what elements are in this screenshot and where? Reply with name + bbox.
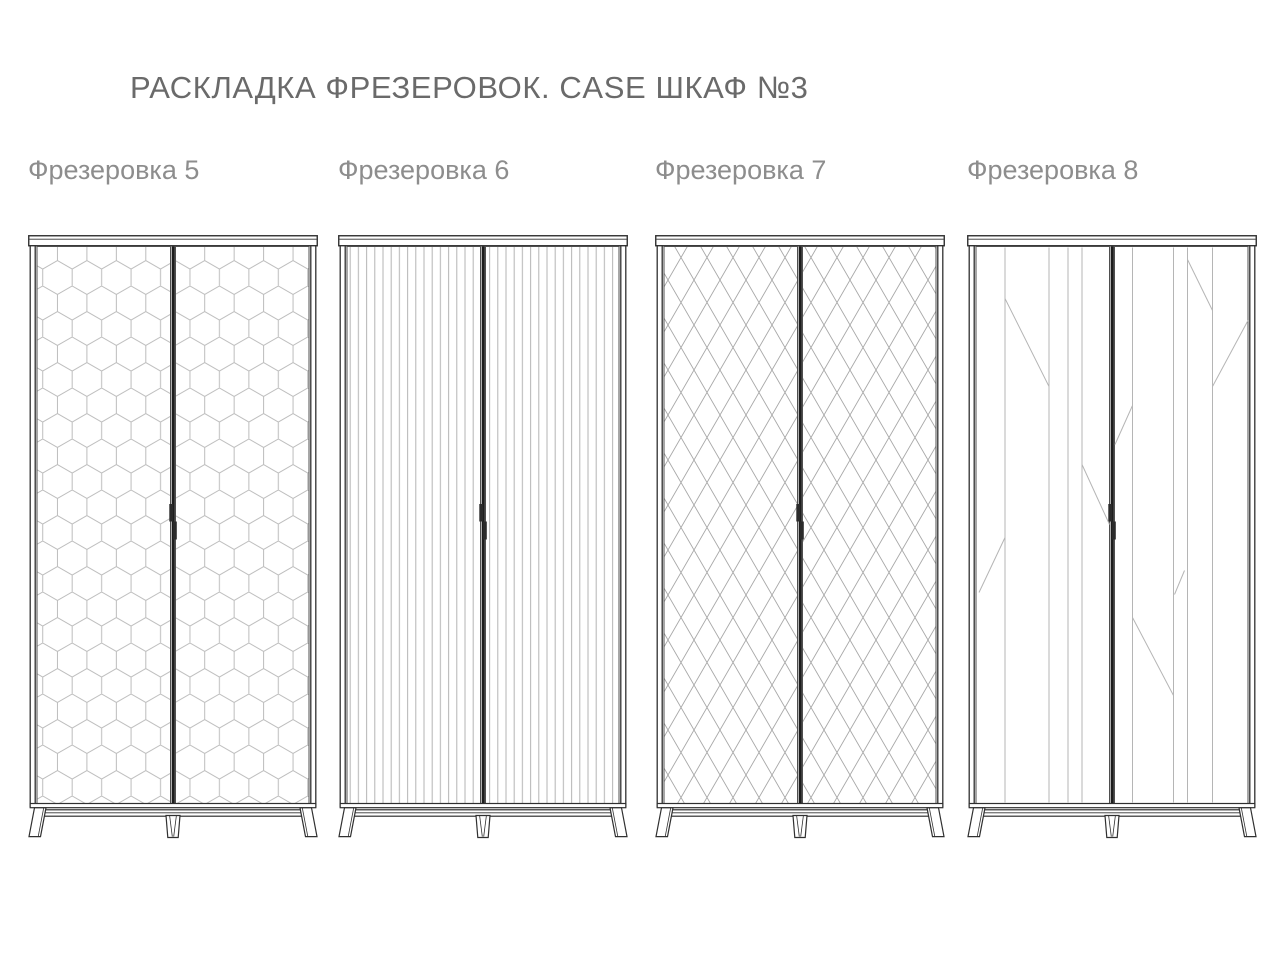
door-left <box>976 247 1110 804</box>
leg-center <box>166 816 180 838</box>
door-right <box>176 247 310 804</box>
door-right <box>803 247 937 804</box>
leg-center <box>1105 816 1119 838</box>
handle-left-door <box>1108 504 1112 522</box>
leg-right <box>610 808 627 837</box>
cornice <box>968 236 1257 246</box>
cabinet-label: Фрезеровка 7 <box>655 155 827 185</box>
cabinet-drawing <box>967 235 1257 839</box>
cornice <box>656 236 945 246</box>
cabinet-label: Фрезеровка 5 <box>28 155 200 185</box>
cabinet-label: Фрезеровка 8 <box>967 155 1139 185</box>
handle-left-door <box>796 504 800 522</box>
handle-right-door <box>483 522 487 540</box>
leg-left <box>29 808 46 837</box>
leg-center <box>476 816 490 838</box>
cabinet-panel-1 <box>28 153 318 839</box>
door-left <box>37 247 171 804</box>
leg-left <box>339 808 356 837</box>
handle-right-door <box>800 522 804 540</box>
cabinet-panel-2 <box>338 153 628 839</box>
cabinet-panel-4 <box>967 153 1257 839</box>
leg-right <box>1239 808 1256 837</box>
side-panel-right <box>1250 246 1255 807</box>
side-panel-right <box>311 246 316 807</box>
cabinet-drawing <box>655 235 945 839</box>
base-band <box>657 804 943 808</box>
leg-center <box>793 816 807 838</box>
leg-right <box>300 808 317 837</box>
cabinet-drawing <box>28 235 318 839</box>
cabinet-drawing <box>338 235 628 839</box>
base-band <box>340 804 626 808</box>
leg-right <box>927 808 944 837</box>
leg-left <box>656 808 673 837</box>
door-right <box>486 247 620 804</box>
cornice <box>29 236 318 246</box>
cabinet-label: Фрезеровка 6 <box>338 155 510 185</box>
page-title: РАСКЛАДКА ФРЕЗЕРОВОК. CASE ШКАФ №3 <box>130 70 809 105</box>
leg-left <box>968 808 985 837</box>
side-panel-right <box>938 246 943 807</box>
handle-left-door <box>479 504 483 522</box>
base-band <box>30 804 316 808</box>
side-panel-left <box>30 246 35 807</box>
side-panel-right <box>621 246 626 807</box>
side-panel-left <box>969 246 974 807</box>
handle-left-door <box>169 504 173 522</box>
handle-right-door <box>173 522 177 540</box>
handle-right-door <box>1112 522 1116 540</box>
side-panel-left <box>340 246 345 807</box>
base-band <box>969 804 1255 808</box>
door-right <box>1115 247 1249 804</box>
cornice <box>339 236 628 246</box>
cabinet-panel-3 <box>655 153 945 839</box>
side-panel-left <box>657 246 662 807</box>
door-left <box>347 247 481 804</box>
door-left <box>664 247 798 804</box>
